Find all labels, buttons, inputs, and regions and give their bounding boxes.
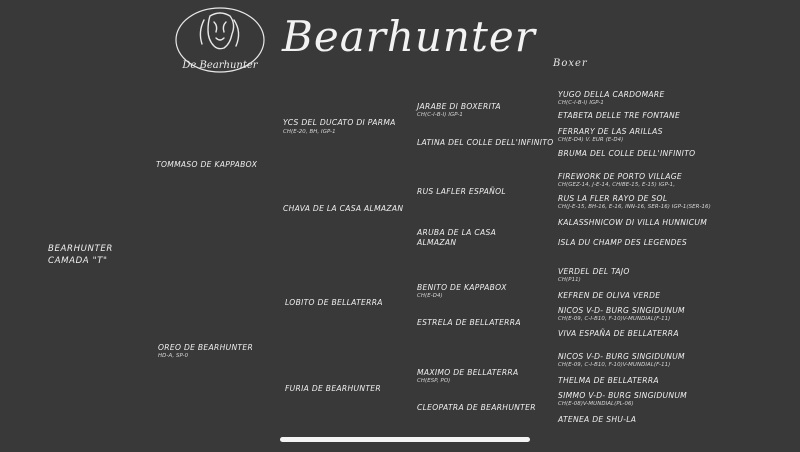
dam-name: OREO DE BEARHUNTER (158, 343, 254, 352)
gen4-14-info: CH(E-08)V-MUNDIAL(PL-06) (558, 401, 634, 407)
kennel-emblem-logo (170, 4, 270, 80)
subject-name: BEARHUNTER (48, 244, 114, 254)
gen4-2-name: FERRARY DE LAS ARILLAS (558, 127, 663, 136)
gen3-1-name: LATINA DEL COLLE DELL'INFINITO (417, 138, 554, 147)
gen3-5-name: ESTRELA DE BELLATERRA (417, 318, 521, 327)
gen4-13-name: THELMA DE BELLATERRA (558, 376, 659, 385)
gen3-3-name-line2: ALMAZAN (417, 238, 457, 247)
gen4-10-info: CH(E-09, C-I-B10, F-10)V-MUNDIAL(F-11) (558, 316, 671, 322)
gen4-9-name: KEFREN DE OLIVA VERDE (558, 291, 661, 300)
gen4-10-name: NICOS V-D- BURG SINGIDUNUM (558, 306, 685, 315)
gen3-6-info: CH(ESP, PO) (417, 378, 451, 384)
sire-name: TOMMASO DE KAPPABOX (156, 160, 258, 169)
gen2-3-name: FURIA DE BEARHUNTER (285, 384, 381, 393)
gen4-1-name: ETABETA DELLE TRE FONTANE (558, 111, 681, 120)
gen4-2-info: CH(E-D4) V. EUR (E-D4) (558, 137, 624, 143)
gen2-1-name: CHAVA DE LA CASA ALMAZAN (283, 204, 404, 213)
gen4-6-name: KALASSHNICOW DI VILLA HUNNICUM (558, 218, 708, 227)
gen4-5-name: RUS LA FLER RAYO DE SOL (558, 194, 668, 203)
gen4-3-name: BRUMA DEL COLLE DELL'INFINITO (558, 149, 696, 158)
gen2-0-info: CH(E-20, BH, IGP-1 (283, 129, 336, 135)
gen3-4-name: BENITO DE KAPPABOX (417, 283, 507, 292)
gen4-4-info: CH(GEZ-14, J-E-14, CHIBE-15, E-15) IGP-1, (558, 182, 676, 188)
subject-litter: CAMADA "T" (48, 256, 108, 266)
brand-title: Bearhunter (282, 12, 536, 61)
gen3-2-name: RUS LAFLER ESPAÑOL (417, 187, 506, 196)
gen3-0-info: CH(C-I-B-I) IGP-1 (417, 112, 463, 118)
gen4-0-name: YUGO DELLA CARDOMARE (558, 90, 665, 99)
gen2-2-name: LOBITO DE BELLATERRA (285, 298, 383, 307)
gen4-14-name: SIMMO V-D- BURG SINGIDUNUM (558, 391, 688, 400)
gen4-12-info: CH(E-09, C-I-B10, F-10)V-MUNDIAL(F-11) (558, 362, 671, 368)
gen3-7-name: CLEOPATRA DE BEARHUNTER (417, 403, 536, 412)
gen4-4-name: FIREWORK DE PORTO VILLAGE (558, 172, 683, 181)
gen4-5-info: CH(J-E-15, BH-16, E-16, INN-16, SER-16) IGP-1(SER-16) (558, 204, 711, 210)
gen3-3-name: ARUBA DE LA CASA (417, 228, 497, 237)
gen4-8-info: CH(P11) (558, 277, 581, 283)
gen2-0-name: YCS DEL DUCATO DI PARMA (283, 118, 396, 127)
gen3-4-info: CH(E-D4) (417, 293, 443, 299)
home-indicator[interactable] (280, 437, 530, 442)
gen4-11-name: VIVA ESPAÑA DE BELLATERRA (558, 329, 679, 338)
gen3-0-name: JARABE DI BOXERITA (417, 102, 501, 111)
breed-label: Boxer (553, 58, 588, 69)
gen4-12-name: NICOS V-D- BURG SINGIDUNUM (558, 352, 685, 361)
gen3-6-name: MAXIMO DE BELLATERRA (417, 368, 519, 377)
gen4-7-name: ISLA DU CHAMP DES LEGENDES (558, 238, 688, 247)
boxer-head-icon (200, 13, 238, 49)
dam-info: HD-A, SP-0 (158, 353, 189, 359)
gen4-0-info: CH(C-I-B-I) IGP-1 (558, 100, 604, 106)
emblem-text: De Bearhunter (182, 60, 258, 71)
gen4-15-name: ATENEA DE SHU-LA (558, 415, 637, 424)
gen4-8-name: VERDEL DEL TAJO (558, 267, 630, 276)
